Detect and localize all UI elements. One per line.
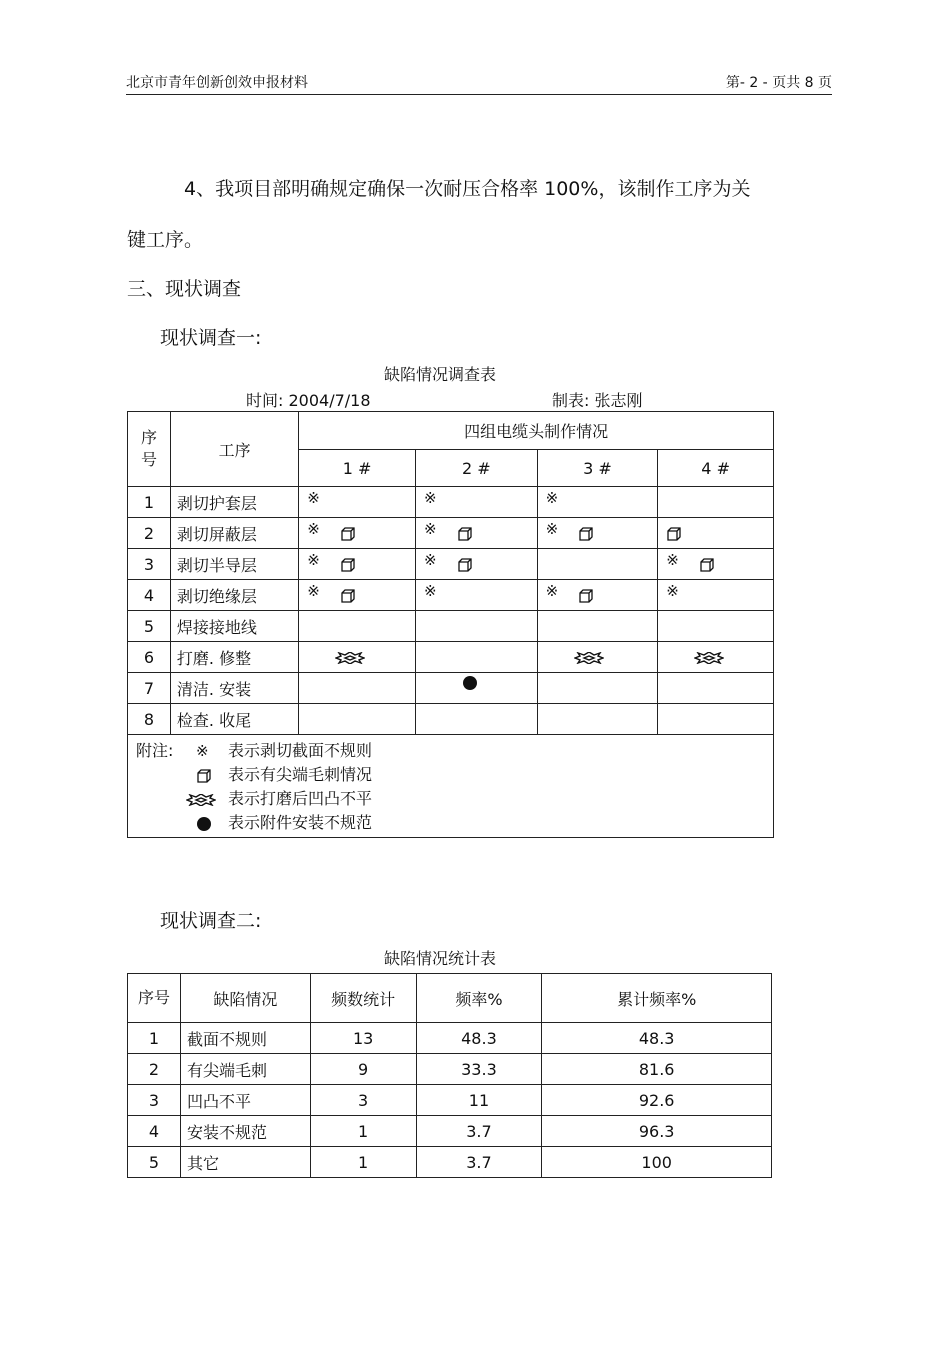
defect-cell xyxy=(415,673,537,704)
table-row xyxy=(128,611,774,642)
table-row xyxy=(128,673,774,704)
irregular-section-mark-icon: ※ xyxy=(423,581,437,600)
stats-cell: 1 xyxy=(128,1023,181,1054)
defect-cell xyxy=(415,549,537,580)
survey-1-title: 现状调查一: xyxy=(160,327,262,349)
defect-cell xyxy=(299,673,416,704)
table-row xyxy=(128,1085,772,1116)
process-name: 剥切绝缘层 xyxy=(170,580,298,611)
defect-cell xyxy=(537,487,658,518)
defect-cell xyxy=(537,580,658,611)
defect-cell xyxy=(658,611,774,642)
defect-statistics-table xyxy=(127,973,772,1178)
row-number: 6 xyxy=(128,642,171,673)
stats-cell: 其它 xyxy=(180,1147,310,1178)
stats-cell: 81.6 xyxy=(542,1054,772,1085)
stats-cell: 3 xyxy=(128,1085,181,1116)
row-number: 5 xyxy=(128,611,171,642)
defect-cell xyxy=(658,642,774,673)
defect-cell xyxy=(299,704,416,735)
defect-cell xyxy=(658,580,774,611)
table-1-caption: 缺陷情况调查表 xyxy=(384,365,497,384)
row-number: 4 xyxy=(128,580,171,611)
defect-cell xyxy=(537,549,658,580)
defect-cell xyxy=(299,642,416,673)
stats-cell: 3 xyxy=(310,1085,416,1116)
header-page-number: 第- 2 - 页共 8 页 xyxy=(725,75,832,91)
burr-cube-icon xyxy=(578,526,594,542)
stats-cell: 有尖端毛刺 xyxy=(180,1054,310,1085)
stats-header-1: 缺陷情况 xyxy=(180,974,310,1023)
legend-entry xyxy=(134,763,767,787)
burr-cube-icon xyxy=(578,588,594,604)
defect-cell xyxy=(537,673,658,704)
table-1-notes xyxy=(128,735,774,838)
survey-2-title: 现状调查二: xyxy=(160,910,262,932)
legend-text: 表示有尖端毛刺情况 xyxy=(228,765,373,784)
legend-text: 表示打磨后凹凸不平 xyxy=(228,789,373,808)
defect-cell xyxy=(415,487,537,518)
page-header xyxy=(126,72,832,95)
process-name: 剥切屏蔽层 xyxy=(170,518,298,549)
process-name: 清洁. 安装 xyxy=(170,673,298,704)
irregular-section-mark-icon: ※ xyxy=(666,550,679,569)
row-number: 1 xyxy=(128,487,171,518)
stats-header-4: 累计频率% xyxy=(542,974,772,1023)
header-seq: 序号 xyxy=(128,412,171,487)
stats-cell: 1 xyxy=(310,1147,416,1178)
table-row xyxy=(128,1116,772,1147)
table-row xyxy=(128,518,774,549)
defect-cell xyxy=(658,549,774,580)
stats-cell: 5 xyxy=(128,1147,181,1178)
burr-cube-icon xyxy=(457,557,473,573)
defect-survey-table xyxy=(127,411,774,838)
header-title: 北京市青年创新创效申报材料 xyxy=(126,75,308,91)
row-number: 8 xyxy=(128,704,171,735)
row-number: 3 xyxy=(128,549,171,580)
irregular-section-mark-icon: ※ xyxy=(307,488,320,507)
table-row xyxy=(128,580,774,611)
irregular-section-mark-icon: ※ xyxy=(196,742,209,760)
header-process: 工序 xyxy=(170,412,298,487)
table-row xyxy=(128,642,774,673)
process-name: 打磨. 修整 xyxy=(170,642,298,673)
note-prefix: 附注: xyxy=(136,741,174,760)
irregular-section-mark-icon: ※ xyxy=(423,550,437,569)
legend-entry xyxy=(134,787,767,811)
stats-cell: 9 xyxy=(310,1054,416,1085)
legend-entry xyxy=(134,739,767,763)
irregular-section-mark-icon: ※ xyxy=(307,581,320,600)
table-1-author: 制表: 张志刚 xyxy=(552,391,643,410)
irregular-section-mark-icon: ※ xyxy=(423,519,437,538)
stats-cell: 13 xyxy=(310,1023,416,1054)
legend-text: 表示附件安装不规范 xyxy=(228,813,373,832)
stats-cell: 48.3 xyxy=(416,1023,542,1054)
table-row xyxy=(128,1023,772,1054)
irregular-section-mark-icon: ※ xyxy=(545,581,559,600)
table-row xyxy=(128,1147,772,1178)
legend-entry xyxy=(134,811,767,835)
uneven-grinding-star-icon xyxy=(186,794,216,806)
stats-cell: 33.3 xyxy=(416,1054,542,1085)
defect-cell xyxy=(299,580,416,611)
header-group-2: 2 # xyxy=(415,450,537,487)
uneven-grinding-star-icon xyxy=(694,652,724,664)
process-name: 剥切护套层 xyxy=(170,487,298,518)
stats-cell: 3.7 xyxy=(416,1147,542,1178)
defect-cell xyxy=(415,611,537,642)
stats-header-2: 频数统计 xyxy=(310,974,416,1023)
row-number: 7 xyxy=(128,673,171,704)
defect-cell xyxy=(537,611,658,642)
stats-cell: 92.6 xyxy=(542,1085,772,1116)
header-group-1: 1 # xyxy=(299,450,416,487)
irregular-section-mark-icon: ※ xyxy=(666,581,679,600)
stats-cell: 1 xyxy=(310,1116,416,1147)
irregular-section-mark-icon: ※ xyxy=(545,519,559,538)
table-row xyxy=(128,549,774,580)
irregular-section-mark-icon: ※ xyxy=(423,488,437,507)
paragraph-4-line-1: 4、我项目部明确规定确保一次耐压合格率 100%，该制作工序为关 xyxy=(184,178,751,200)
defect-cell xyxy=(415,642,537,673)
table-2-caption: 缺陷情况统计表 xyxy=(384,949,497,968)
defect-cell xyxy=(299,611,416,642)
burr-cube-icon xyxy=(699,557,715,573)
process-name: 剥切半导层 xyxy=(170,549,298,580)
table-row xyxy=(128,704,774,735)
stats-cell: 安装不规范 xyxy=(180,1116,310,1147)
defect-cell xyxy=(537,704,658,735)
process-name: 焊接接地线 xyxy=(170,611,298,642)
defect-cell xyxy=(299,549,416,580)
burr-cube-icon xyxy=(666,526,682,542)
defect-cell xyxy=(415,704,537,735)
stats-header-0: 序号 xyxy=(128,974,181,1023)
table-row xyxy=(128,1054,772,1085)
installation-dot-icon xyxy=(462,675,478,691)
burr-cube-icon xyxy=(340,557,356,573)
section-heading: 三、现状调查 xyxy=(127,278,242,300)
header-group-4: 4 # xyxy=(658,450,774,487)
burr-cube-icon xyxy=(196,768,212,784)
stats-cell: 100 xyxy=(542,1147,772,1178)
stats-cell: 凹凸不平 xyxy=(180,1085,310,1116)
burr-cube-icon xyxy=(457,526,473,542)
burr-cube-icon xyxy=(340,526,356,542)
stats-cell: 48.3 xyxy=(542,1023,772,1054)
defect-cell xyxy=(658,673,774,704)
stats-cell: 2 xyxy=(128,1054,181,1085)
row-number: 2 xyxy=(128,518,171,549)
stats-cell: 11 xyxy=(416,1085,542,1116)
legend-text: 表示剥切截面不规则 xyxy=(228,741,373,760)
stats-cell: 截面不规则 xyxy=(180,1023,310,1054)
installation-dot-icon xyxy=(196,816,212,832)
defect-cell xyxy=(658,487,774,518)
irregular-section-mark-icon: ※ xyxy=(545,488,559,507)
defect-cell xyxy=(415,580,537,611)
stats-cell: 3.7 xyxy=(416,1116,542,1147)
uneven-grinding-star-icon xyxy=(335,652,365,664)
stats-cell: 96.3 xyxy=(542,1116,772,1147)
process-name: 检查. 收尾 xyxy=(170,704,298,735)
uneven-grinding-star-icon xyxy=(574,652,604,664)
defect-cell xyxy=(658,704,774,735)
defect-cell xyxy=(299,518,416,549)
defect-cell xyxy=(537,518,658,549)
defect-cell xyxy=(658,518,774,549)
header-group: 四组电缆头制作情况 xyxy=(299,412,774,450)
stats-header-3: 频率% xyxy=(416,974,542,1023)
defect-cell xyxy=(537,642,658,673)
table-1-time: 时间: 2004/7/18 xyxy=(246,391,371,410)
defect-cell xyxy=(299,487,416,518)
stats-cell: 4 xyxy=(128,1116,181,1147)
header-group-3: 3 # xyxy=(537,450,658,487)
paragraph-4-line-2: 键工序。 xyxy=(127,229,204,251)
irregular-section-mark-icon: ※ xyxy=(307,519,320,538)
defect-cell xyxy=(415,518,537,549)
irregular-section-mark-icon: ※ xyxy=(307,550,320,569)
burr-cube-icon xyxy=(340,588,356,604)
table-row xyxy=(128,487,774,518)
